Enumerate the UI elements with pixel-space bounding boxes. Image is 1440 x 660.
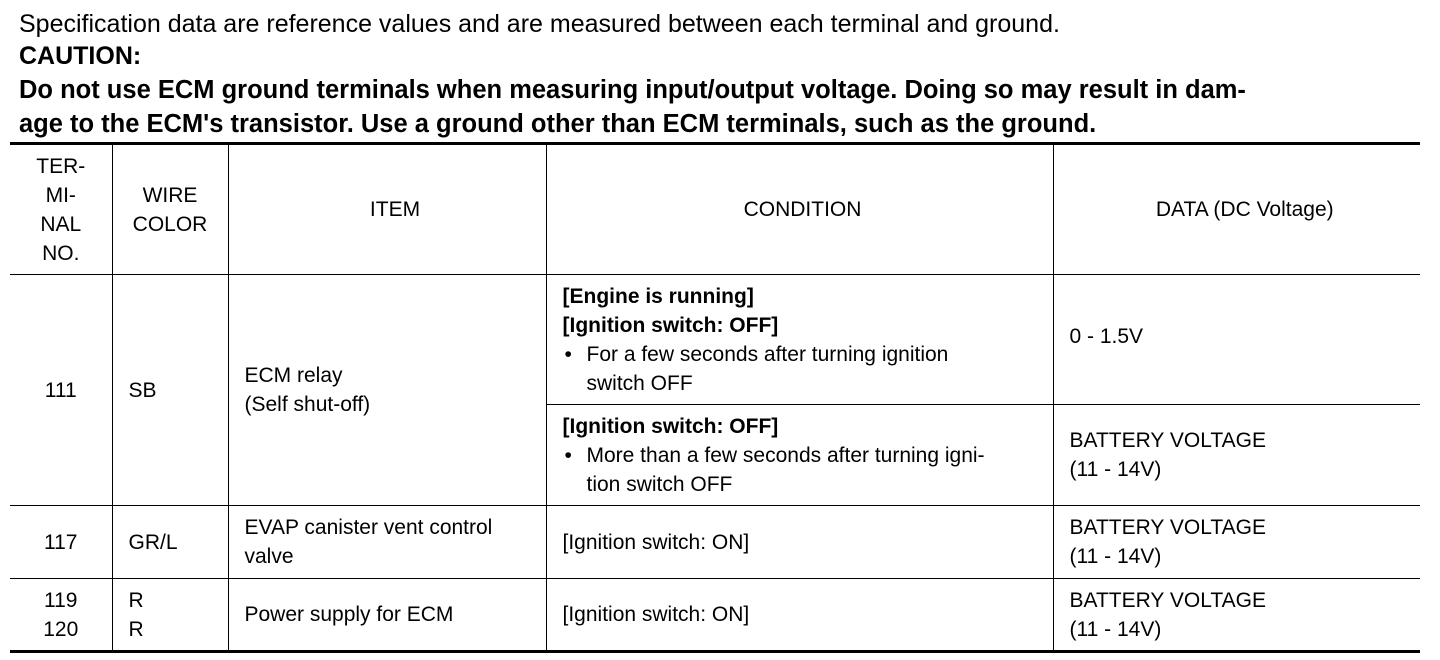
caution-line-1: Do not use ECM ground terminals when measuring input/output voltage. Doing so may result in dam-: [19, 76, 1246, 104]
caution-text: [19, 73, 1423, 141]
condition-cell: [Ignition switch: ON]: [546, 506, 1053, 579]
intro-text: Specification data are reference values and are measured between each terminal and ground.: [19, 10, 1060, 38]
terminal-no: 111: [10, 275, 112, 506]
item-cell: ECM relay (Self shut-off): [228, 275, 546, 506]
wire-color: SB: [112, 275, 228, 506]
table-header-row: [10, 144, 1420, 275]
header-terminal-no: TER- MI- NAL NO.: [10, 144, 112, 275]
data-cell: BATTERY VOLTAGE (11 - 14V): [1053, 506, 1420, 579]
data-cell: BATTERY VOLTAGE (11 - 14V): [1053, 405, 1420, 506]
condition-cell: [Ignition switch: OFF] • More than a few seconds after turning igni- tion switch OFF: [546, 405, 1053, 506]
item-cell: EVAP canister vent control valve: [228, 506, 546, 579]
wire-color: R R: [112, 579, 228, 652]
header-condition: CONDITION: [546, 144, 1053, 275]
condition-cell: [Engine is running] [Ignition switch: OFF] • For a few seconds after turning ignition switch OFF: [546, 275, 1053, 405]
terminal-no: 119 120: [10, 579, 112, 652]
table-row: [10, 506, 1420, 579]
item-cell: Power supply for ECM: [228, 579, 546, 652]
data-cell: BATTERY VOLTAGE (11 - 14V): [1053, 579, 1420, 652]
data-cell: 0 - 1.5V: [1053, 275, 1420, 405]
caution-heading: CAUTION:: [19, 42, 142, 70]
terminal-spec-table: [10, 142, 1420, 653]
table-row: [10, 275, 1420, 405]
condition-cell: [Ignition switch: ON]: [546, 579, 1053, 652]
header-wire-color: WIRE COLOR: [112, 144, 228, 275]
header-data: DATA (DC Voltage): [1053, 144, 1420, 275]
terminal-no: 117: [10, 506, 112, 579]
header-item: ITEM: [228, 144, 546, 275]
wire-color: GR/L: [112, 506, 228, 579]
table-row: [10, 579, 1420, 652]
caution-line-2: age to the ECM's transistor. Use a ground other than ECM terminals, such as the ground.: [19, 110, 1097, 138]
